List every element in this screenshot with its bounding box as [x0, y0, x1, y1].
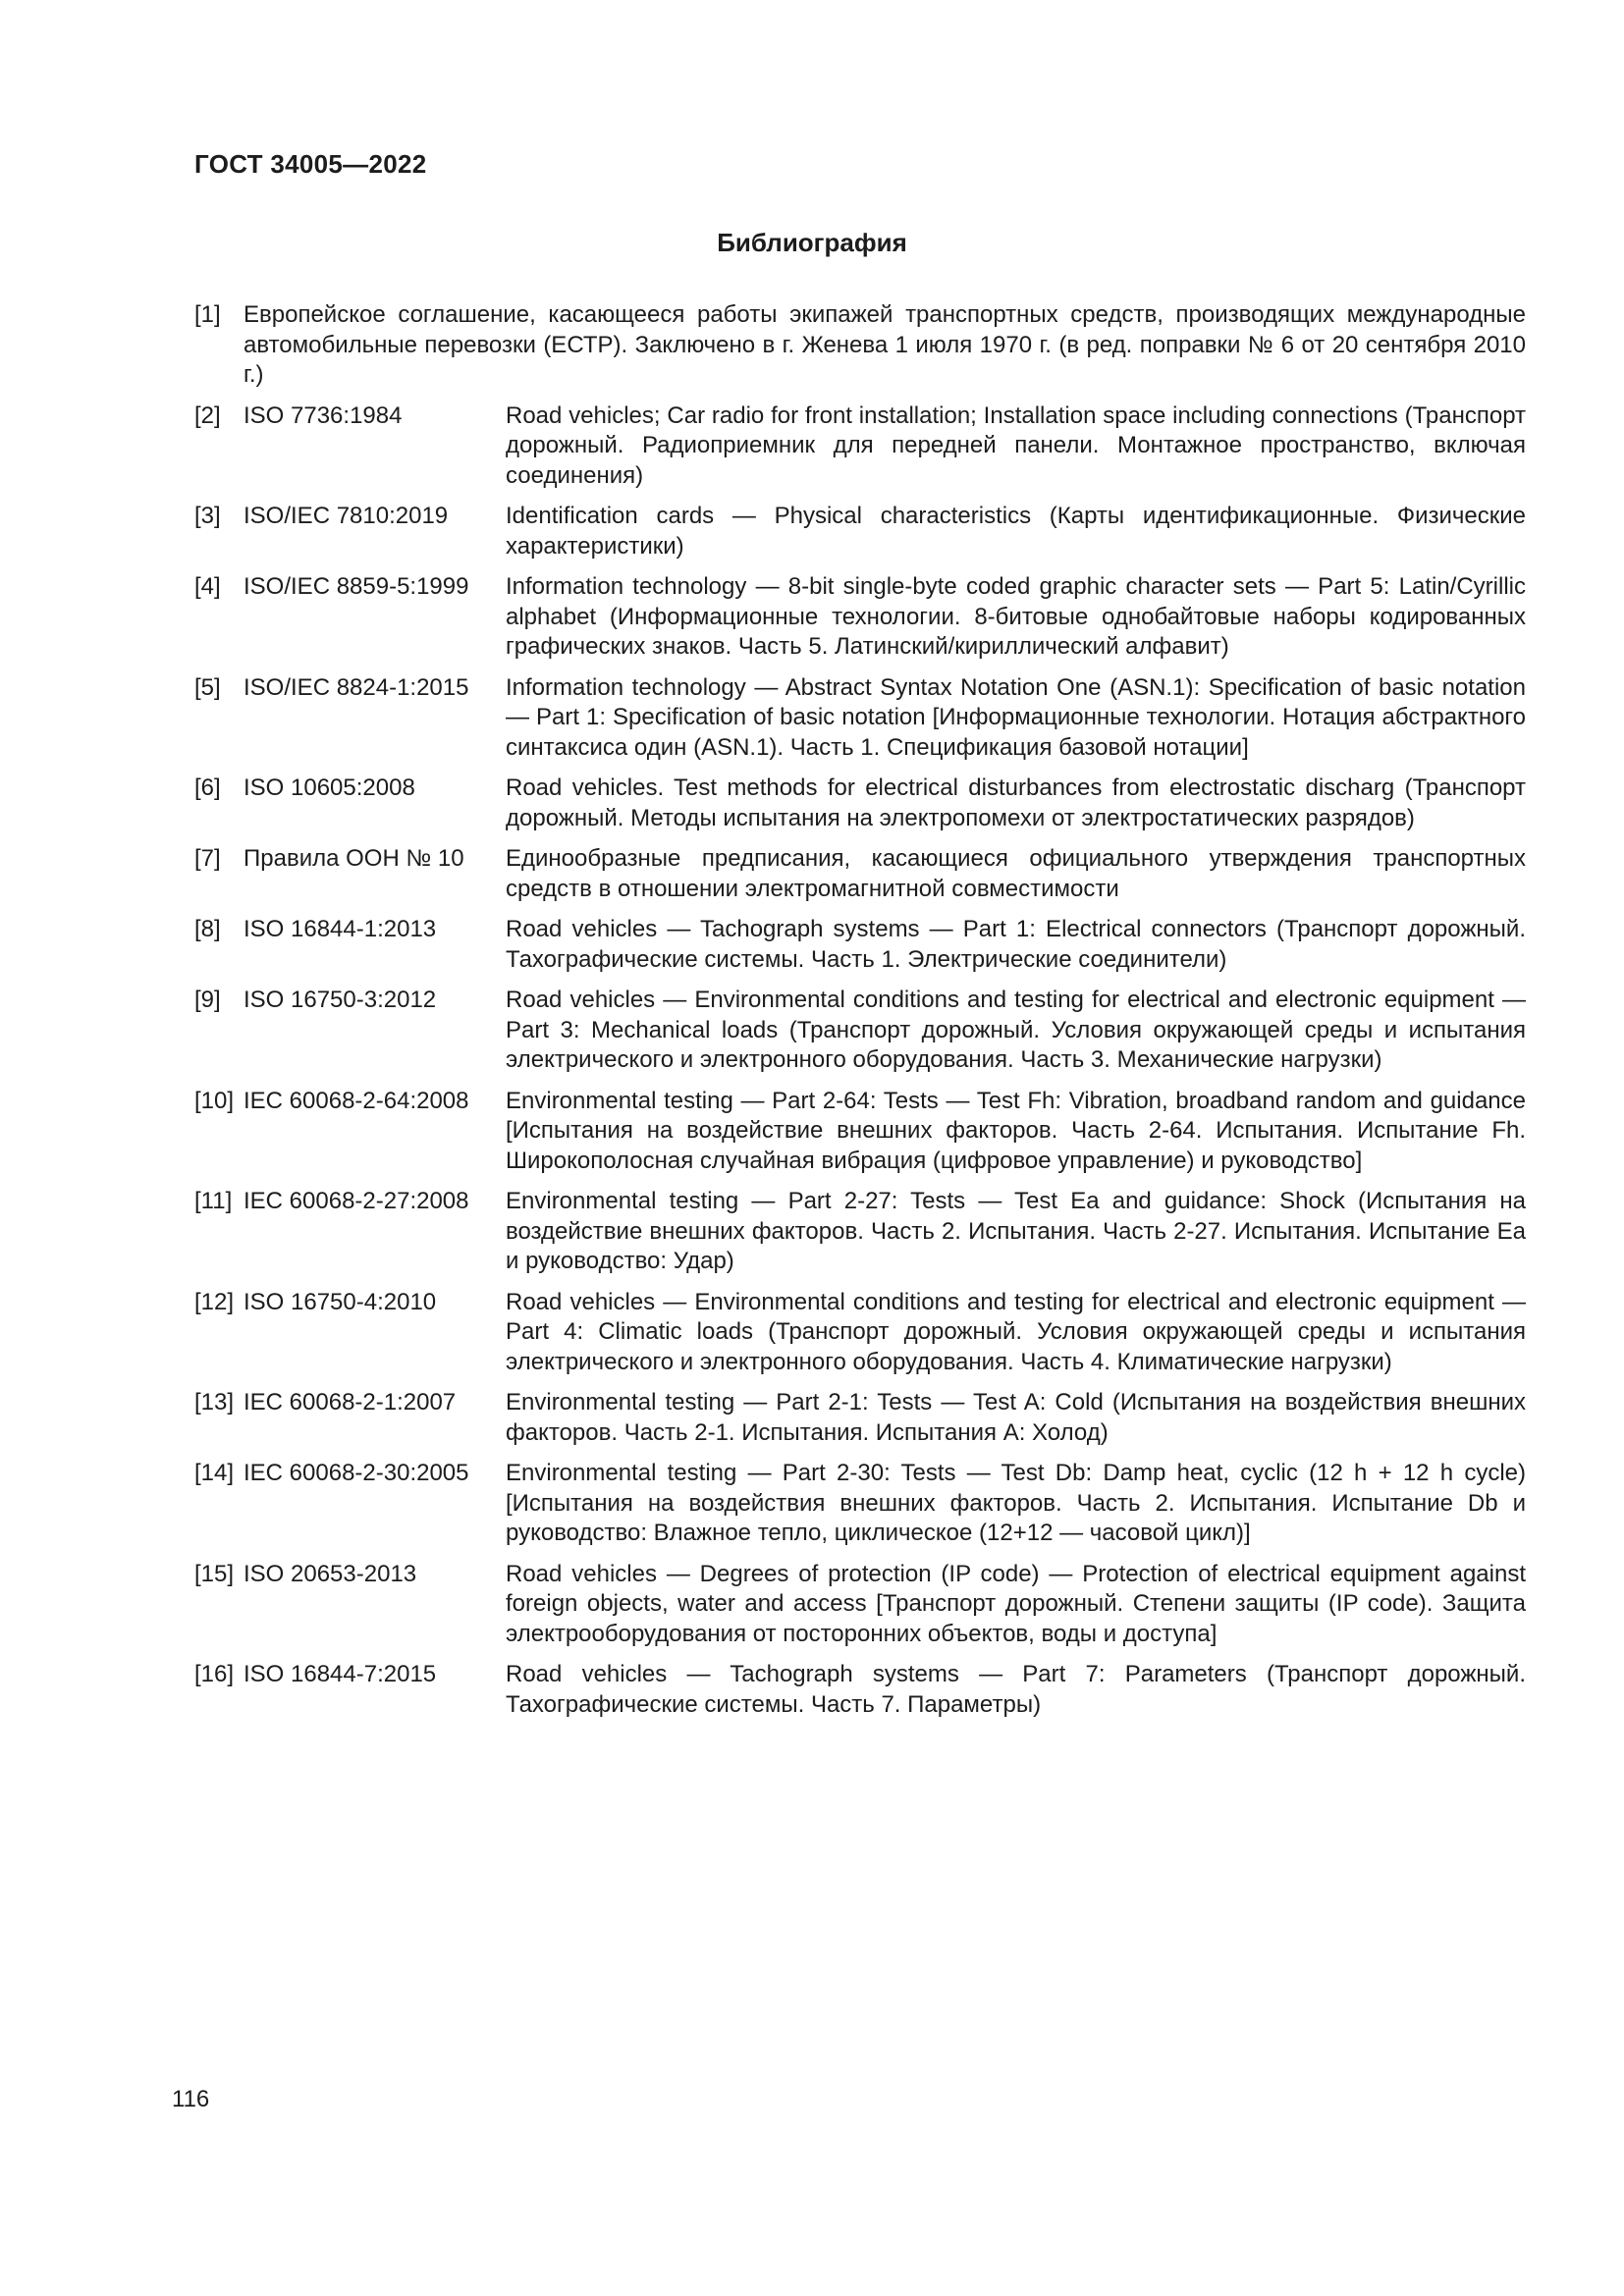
- entry-description: Единообразные предписания, касающиеся официального утверждения транспортных средств в отношении электромагнитной совместимости: [506, 845, 1526, 902]
- entry-number: [14]: [194, 1460, 235, 1486]
- entry-number: [6]: [194, 774, 221, 801]
- entry-number: [5]: [194, 673, 221, 701]
- bibliography-entry: [194, 300, 1526, 391]
- entry-number: [1]: [194, 301, 221, 328]
- bibliography-entry: [194, 844, 1526, 904]
- entry-code: Правила ООН № 10: [244, 845, 464, 872]
- entry-code: ISO/IEC 8824-1:2015: [244, 673, 469, 701]
- bibliography-entry: [194, 673, 1526, 764]
- entry-description: Environmental testing — Part 2-1: Tests — Test A: Cold (Испытания на воздействия внешних факторов. Часть 2-1. Испытания. Испытания А: Холод): [506, 1389, 1526, 1446]
- entry-number: [10]: [194, 1087, 235, 1114]
- bibliography-entry: [194, 1560, 1526, 1650]
- entry-code: ISO/IEC 8859-5:1999: [244, 573, 469, 600]
- page-number: 116: [172, 2086, 210, 2112]
- entry-number: [13]: [194, 1389, 235, 1415]
- bibliography-entry: [194, 1459, 1526, 1549]
- entry-description: Road vehicles — Tachograph systems — Part 1: Electrical connectors (Транспорт дорожный. Тахографические системы. Часть 1. Электрические соединители): [506, 916, 1526, 973]
- entry-description: Information technology — Abstract Syntax Notation One (ASN.1): Specification of basic notation — Part 1: Specification of basic notation [Информационные технологии. Нотация абстрактного синтаксиса один (ASN.1). Часть 1. Спецификация базовой нотации]: [506, 673, 1526, 761]
- entry-code: IEC 60068-2-1:2007: [244, 1389, 457, 1415]
- document-header: ГОСТ 34005—2022: [194, 149, 427, 179]
- entry-number: [11]: [194, 1188, 233, 1214]
- entry-number: [12]: [194, 1288, 235, 1315]
- bibliography-entry: [194, 1660, 1526, 1720]
- entry-code: IEC 60068-2-30:2005: [244, 1460, 469, 1486]
- entry-description: Environmental testing — Part 2-30: Tests — Test Db: Damp heat, cyclic (12 h + 12 h cycle) [Испытания на воздействия внешних факторов. Часть 2. Испытания. Испытание Db и руководство: Влажное тепло, циклическое (12+12 — часовой цикл)]: [506, 1460, 1526, 1546]
- entry-description: Road vehicles — Degrees of protection (IP code) — Protection of electrical equipment against foreign objects, water and access [Транспорт дорожный. Степени защиты (IP code). Защита электрооборудования от посторонних объектов, воды и доступа]: [506, 1560, 1526, 1647]
- entry-code: IEC 60068-2-64:2008: [244, 1087, 469, 1114]
- entry-number: [2]: [194, 401, 221, 429]
- entry-number: [4]: [194, 573, 221, 600]
- bibliography-entry: [194, 401, 1526, 492]
- entry-description: Information technology — 8-bit single-byte coded graphic character sets — Part 5: Latin/Cyrillic alphabet (Информационные технологии. 8-битовые однобайтовые наборы кодированных графических знаков. Часть 5. Латинский/кириллический алфавит): [506, 573, 1526, 660]
- entry-code: ISO 20653-2013: [244, 1560, 417, 1587]
- bibliography-entry: [194, 572, 1526, 663]
- entry-number: [8]: [194, 916, 221, 942]
- entry-code: IEC 60068-2-27:2008: [244, 1188, 469, 1214]
- bibliography-entry: [194, 502, 1526, 561]
- entry-code: ISO 10605:2008: [244, 774, 415, 801]
- entry-code: ISO 16750-3:2012: [244, 987, 437, 1013]
- entry-description: Road vehicles — Tachograph systems — Part 7: Parameters (Транспорт дорожный. Тахографические системы. Часть 7. Параметры): [506, 1661, 1526, 1718]
- entry-description: Identification cards — Physical characteristics (Карты идентификационные. Физические характеристики): [506, 503, 1526, 560]
- bibliography-entry: [194, 1187, 1526, 1277]
- entry-number: [9]: [194, 987, 221, 1013]
- bibliography-entry: [194, 986, 1526, 1076]
- bibliography-entry: [194, 774, 1526, 833]
- entry-code: ISO 16844-1:2013: [244, 916, 437, 942]
- entry-code: ISO 16844-7:2015: [244, 1661, 437, 1687]
- entry-number: [3]: [194, 503, 221, 529]
- entry-code: ISO 7736:1984: [244, 401, 403, 429]
- bibliography-entry: [194, 1087, 1526, 1177]
- entry-number: [15]: [194, 1560, 235, 1587]
- entry-description: Road vehicles — Environmental conditions and testing for electrical and electronic equipment — Part 3: Mechanical loads (Транспорт дорожный. Условия окружающей среды и испытания электрического и электронного оборудования. Часть 3. Механические нагрузки): [506, 987, 1526, 1073]
- section-title: Библиография: [717, 228, 907, 257]
- entry-description: Road vehicles; Car radio for front installation; Installation space including connections (Транспорт дорожный. Радиоприемник для передней панели. Монтажное пространство, включая соединения): [506, 401, 1526, 489]
- entry-code: ISO 16750-4:2010: [244, 1288, 437, 1315]
- entry-description: Road vehicles. Test methods for electrical disturbances from electrostatic discharg (Транспорт дорожный. Методы испытания на электропомехи от электростатических разрядов): [506, 774, 1526, 831]
- entry-description: Environmental testing — Part 2-64: Tests — Test Fh: Vibration, broadband random and guidance [Испытания на воздействие внешних факторов. Часть 2-64. Испытания. Испытание Fh. Широкополосная случайная вибрация (цифровое управление) и руководство]: [506, 1087, 1526, 1174]
- bibliography-list: [194, 300, 1526, 1731]
- entry-number: [7]: [194, 845, 221, 872]
- entry-code: ISO/IEC 7810:2019: [244, 503, 449, 529]
- entry-number: [16]: [194, 1661, 235, 1687]
- bibliography-entry: [194, 1388, 1526, 1448]
- bibliography-entry: [194, 915, 1526, 975]
- entry-text: Европейское соглашение, касающееся работы экипажей транспортных средств, производящих международные автомобильные перевозки (ЕСТР). Заключено в г. Женева 1 июля 1970 г. (в ред. поправки № 6 от 20 сентября 2010 г.): [244, 301, 1526, 388]
- entry-description: Environmental testing — Part 2-27: Tests — Test Ea and guidance: Shock (Испытания на воздействие внешних факторов. Часть 2. Испытания. Часть 2-27. Испытания. Испытание Ea и руководство: Удар): [506, 1188, 1526, 1274]
- entry-description: Road vehicles — Environmental conditions and testing for electrical and electronic equipment — Part 4: Climatic loads (Транспорт дорожный. Условия окружающей среды и испытания электрического и электронного оборудования. Часть 4. Климатические нагрузки): [506, 1288, 1526, 1375]
- bibliography-entry: [194, 1288, 1526, 1378]
